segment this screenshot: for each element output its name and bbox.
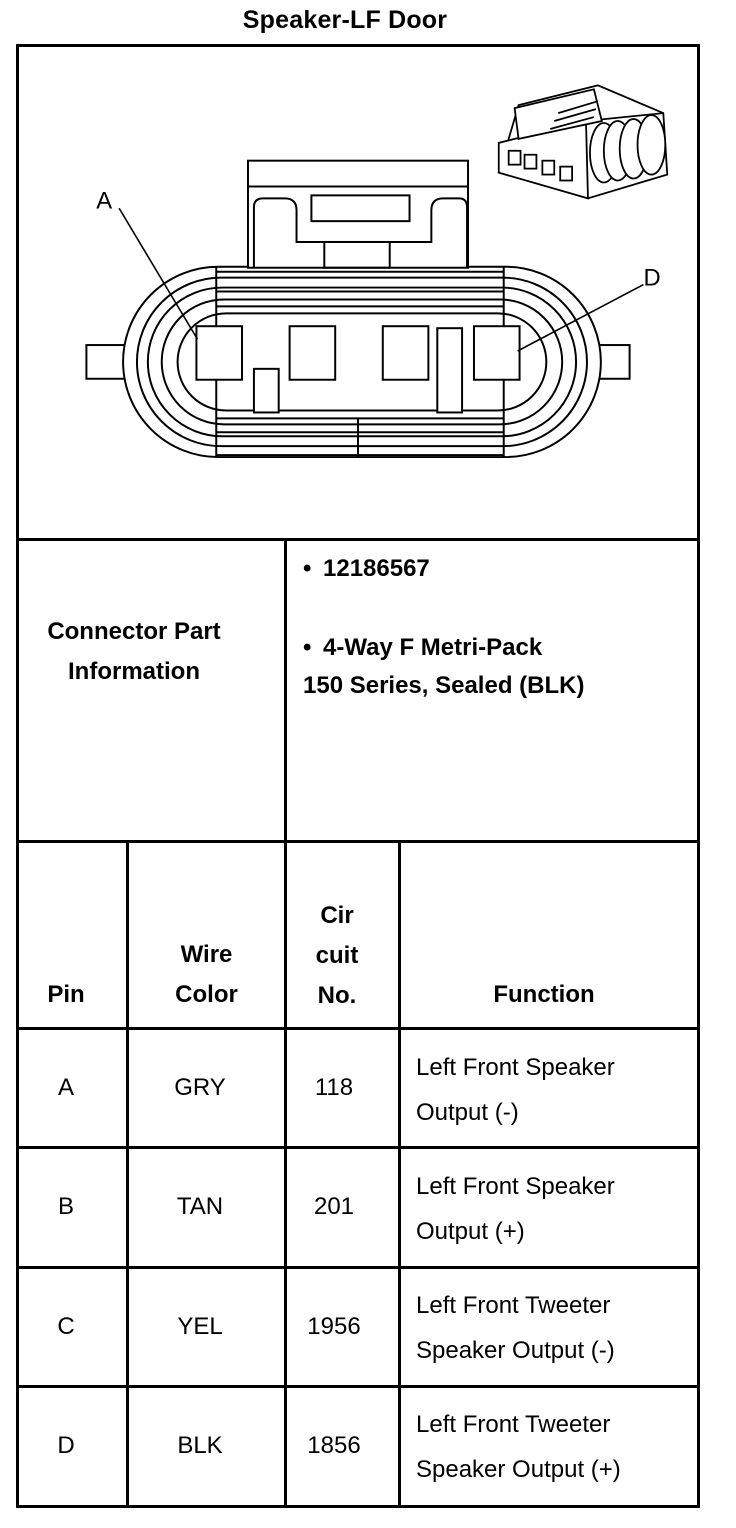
connector-isometric-picture: [499, 85, 668, 198]
connector-part-information-label: [3, 612, 265, 692]
cpi-label-line2: Information: [68, 658, 200, 685]
function-line2: Output (-): [416, 1099, 519, 1126]
latch-housing: [248, 161, 468, 268]
function-line2: Speaker Output (-): [416, 1337, 615, 1364]
column-divider-circuit: [398, 840, 401, 1508]
bullet-icon: •: [303, 555, 312, 582]
header-wire-line1: Wire: [180, 941, 233, 968]
circuit-cell: 118: [314, 1074, 354, 1101]
function-line2: Speaker Output (+): [416, 1456, 621, 1483]
header-circuit-line3: No.: [317, 982, 357, 1009]
pin-cell: A: [57, 1074, 74, 1101]
pin-cell: D: [57, 1432, 75, 1459]
polarization-key-left: [254, 369, 279, 413]
header-pin: [19, 975, 113, 1015]
function-line1: Left Front Speaker: [416, 1054, 615, 1081]
connector-description-line2: 150 Series, Sealed (BLK): [303, 672, 585, 699]
divider-part-info-column: [284, 538, 287, 843]
divider-part-info: [16, 840, 700, 843]
connector-outer-body: [123, 267, 601, 457]
header-wire-line2: Color: [175, 981, 238, 1008]
header-circuit-line2: cuit: [315, 942, 359, 969]
circuit-cell: 1956: [307, 1313, 361, 1340]
header-pin-text: Pin: [47, 981, 85, 1008]
terminal-cavity-d: [474, 326, 520, 380]
terminal-cavity-c: [383, 326, 429, 380]
wire-color-cell: BLK: [177, 1432, 223, 1459]
terminal-cavity-a: [196, 326, 242, 380]
wire-color-cell: TAN: [176, 1193, 224, 1220]
page-title: Speaker-LF Door: [242, 6, 448, 34]
pin-cell: B: [57, 1193, 74, 1220]
divider-diagram: [16, 538, 700, 541]
part-number: 12186567: [323, 555, 430, 582]
function-line2: Output (+): [416, 1218, 525, 1245]
function-cell: [416, 1283, 615, 1373]
header-wire-color: [129, 935, 284, 1015]
divider-row-a: [16, 1146, 700, 1149]
function-line1: Left Front Tweeter: [416, 1292, 611, 1319]
function-cell: [416, 1045, 615, 1135]
header-function: [401, 975, 687, 1015]
function-cell: [416, 1402, 621, 1492]
circuit-cell: 201: [313, 1193, 355, 1220]
header-function-text: Function: [493, 981, 595, 1008]
connector-description-line1: 4-Way F Metri-Pack: [323, 634, 543, 661]
terminal-cavity-b: [290, 326, 336, 380]
callout-d-label: D: [643, 264, 661, 292]
pin-cell: C: [57, 1313, 75, 1340]
divider-row-c: [16, 1385, 700, 1388]
left-mount-tab: [86, 345, 128, 379]
wire-color-cell: GRY: [174, 1074, 226, 1101]
circuit-cell: 1856: [307, 1432, 361, 1459]
connector-face-diagram: [19, 47, 697, 541]
polarization-key-right: [437, 328, 462, 412]
callout-a-label: A: [96, 187, 113, 215]
cpi-label-line1: Connector Part: [47, 618, 221, 645]
divider-row-b: [16, 1266, 700, 1269]
function-cell: [416, 1164, 615, 1254]
function-line1: Left Front Tweeter: [416, 1411, 611, 1438]
header-circuit-number: [287, 896, 387, 1016]
wire-color-cell: YEL: [177, 1313, 223, 1340]
function-line1: Left Front Speaker: [416, 1173, 615, 1200]
bullet-icon: •: [303, 634, 312, 661]
divider-table-header: [16, 1027, 700, 1030]
header-circuit-line1: Cir: [320, 902, 354, 929]
